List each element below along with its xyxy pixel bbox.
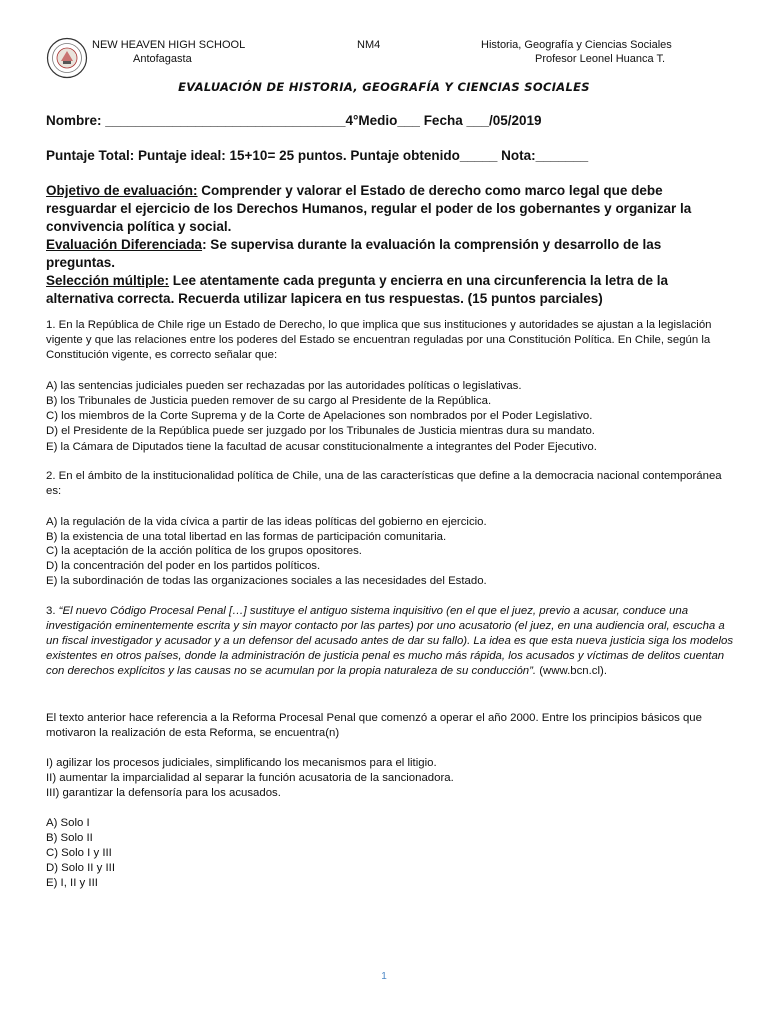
question-1-stem: 1. En la República de Chile rige un Estado de Derecho, lo que implica que sus instituciones y autoridades se ajustan a la legislación vigente y que las relaciones entre los poderes del Estado se encuentran reguladas por una Constitución Política. En Chile, según la Constitución vigente, es correcto señalar que: [46, 319, 712, 361]
question-3-option-b[interactable]: B) Solo II [46, 832, 93, 844]
school-name: NEW HEAVEN HIGH SCHOOL [92, 39, 246, 51]
question-2-option-b[interactable]: B) la existencia de una total libertad en las formas de participación comunitaria. [46, 531, 447, 543]
score-line: Puntaje Total: Puntaje ideal: 15+10= 25 puntos. Puntaje obtenido_____ Nota:_______ [46, 148, 589, 163]
question-3-quote: “El nuevo Código Procesal Penal […] sustituye el antiguo sistema inquisitivo (en el que el juez, previo a acusar, conduce una investigación eminentemente escrita y sin mayor contacto por las partes) por uno acusatorio (el juez, en una audiencia oral, escucha a un fiscal investigador y acusador y a un defensor del acusado antes de dar su fallo). La idea es que esta nueva justicia siga los modelos existentes en otros países, donde la administración de justicia penal es mucho más rápida, los acusados y víctimas de delitos cuentan con derechos explícitos y las causas no se acumulan por la propia naturaleza de su conducción”. [46, 605, 734, 677]
school-city: Antofagasta [133, 53, 192, 65]
question-3-source: (www.bcn.cl). [536, 665, 607, 677]
question-1-option-b[interactable]: B) los Tribunales de Justicia pueden remover de su cargo al Presidente de la República. [46, 395, 492, 407]
question-3-text: El texto anterior hace referencia a la Reforma Procesal Penal que comenzó a operar el año 2000. Entre los principios básicos que motivaron la realización de esta Reforma, se encuentra(n) [46, 712, 702, 739]
question-3-quote-paragraph [46, 604, 736, 679]
question-3-option-c[interactable]: C) Solo I y III [46, 847, 112, 859]
question-2-option-e[interactable]: E) la subordinación de todas las organizaciones sociales a las necesidades del Estado. [46, 575, 487, 587]
page-number: 1 [381, 971, 387, 982]
question-3-statement-2: II) aumentar la imparcialidad al separar la función acusatoria de la sancionadora. [46, 772, 454, 784]
objective-text: Comprender y valorar el Estado de derecho como marco legal que debe resguardar el ejercicio de los Derechos Humanos, regular el poder de los gobernantes y organizar la convivencia política y social. [46, 183, 692, 234]
question-3-option-a[interactable]: A) Solo I [46, 817, 90, 829]
question-3-option-d[interactable]: D) Solo II y III [46, 862, 115, 874]
course-level: NM4 [357, 39, 381, 51]
question-2-stem: 2. En el ámbito de la institucionalidad política de Chile, una de las características que define a la democracia nacional contemporánea es: [46, 470, 722, 497]
subject-name: Historia, Geografía y Ciencias Sociales [481, 39, 672, 51]
selection-paragraph [46, 272, 726, 308]
question-3-statement-1: I) agilizar los procesos judiciales, simplificando los mecanismos para el litigio. [46, 757, 437, 769]
question-1-option-c[interactable]: C) los miembros de la Corte Suprema y de la Corte de Apelaciones son nombrados por el Poder Legislativo. [46, 410, 593, 422]
question-2-option-a[interactable]: A) la regulación de la vida cívica a partir de las ideas políticas del gobierno en ejercicio. [46, 516, 487, 528]
objective-paragraph [46, 182, 726, 236]
question-3-option-e[interactable]: E) I, II y III [46, 877, 98, 889]
question-1-option-a[interactable]: A) las sentencias judiciales pueden ser rechazadas por las autoridades políticas o legislativas. [46, 380, 522, 392]
question-3-number: 3. [46, 605, 59, 617]
differentiated-text: : Se supervisa durante la evaluación la comprensión y desarrollo de las preguntas. [46, 237, 662, 270]
selection-text: Lee atentamente cada pregunta y encierra en una circunferencia la letra de la alternativa correcta. Recuerda utilizar lapicera en tus respuestas. (15 puntos parciales) [46, 273, 668, 306]
teacher-name: Profesor Leonel Huanca T. [535, 53, 666, 65]
objective-label: Objetivo de evaluación: [46, 183, 198, 198]
question-2-option-d[interactable]: D) la concentración del poder en los partidos políticos. [46, 560, 321, 572]
student-info-line: Nombre: ________________________________4°Medio___ Fecha ___/05/2019 [46, 113, 542, 128]
differentiated-paragraph [46, 236, 726, 272]
question-2-option-c[interactable]: C) la aceptación de la acción política de los grupos opositores. [46, 545, 362, 557]
question-3-statement-3: III) garantizar la defensoría para los acusados. [46, 787, 281, 799]
question-1-option-d[interactable]: D) el Presidente de la República puede ser juzgado por los Tribunales de Justicia mientras dura su mandato. [46, 425, 595, 437]
selection-label: Selección múltiple: [46, 273, 170, 288]
school-logo [46, 37, 88, 79]
differentiated-label: Evaluación Diferenciada [46, 237, 203, 252]
question-1-option-e[interactable]: E) la Cámara de Diputados tiene la facultad de acusar constitucionalmente a integrantes del Poder Ejecutivo. [46, 441, 597, 453]
page-title: EVALUACIÓN DE HISTORIA, GEOGRAFÍA Y CIENCIAS SOCIALES [178, 80, 590, 94]
